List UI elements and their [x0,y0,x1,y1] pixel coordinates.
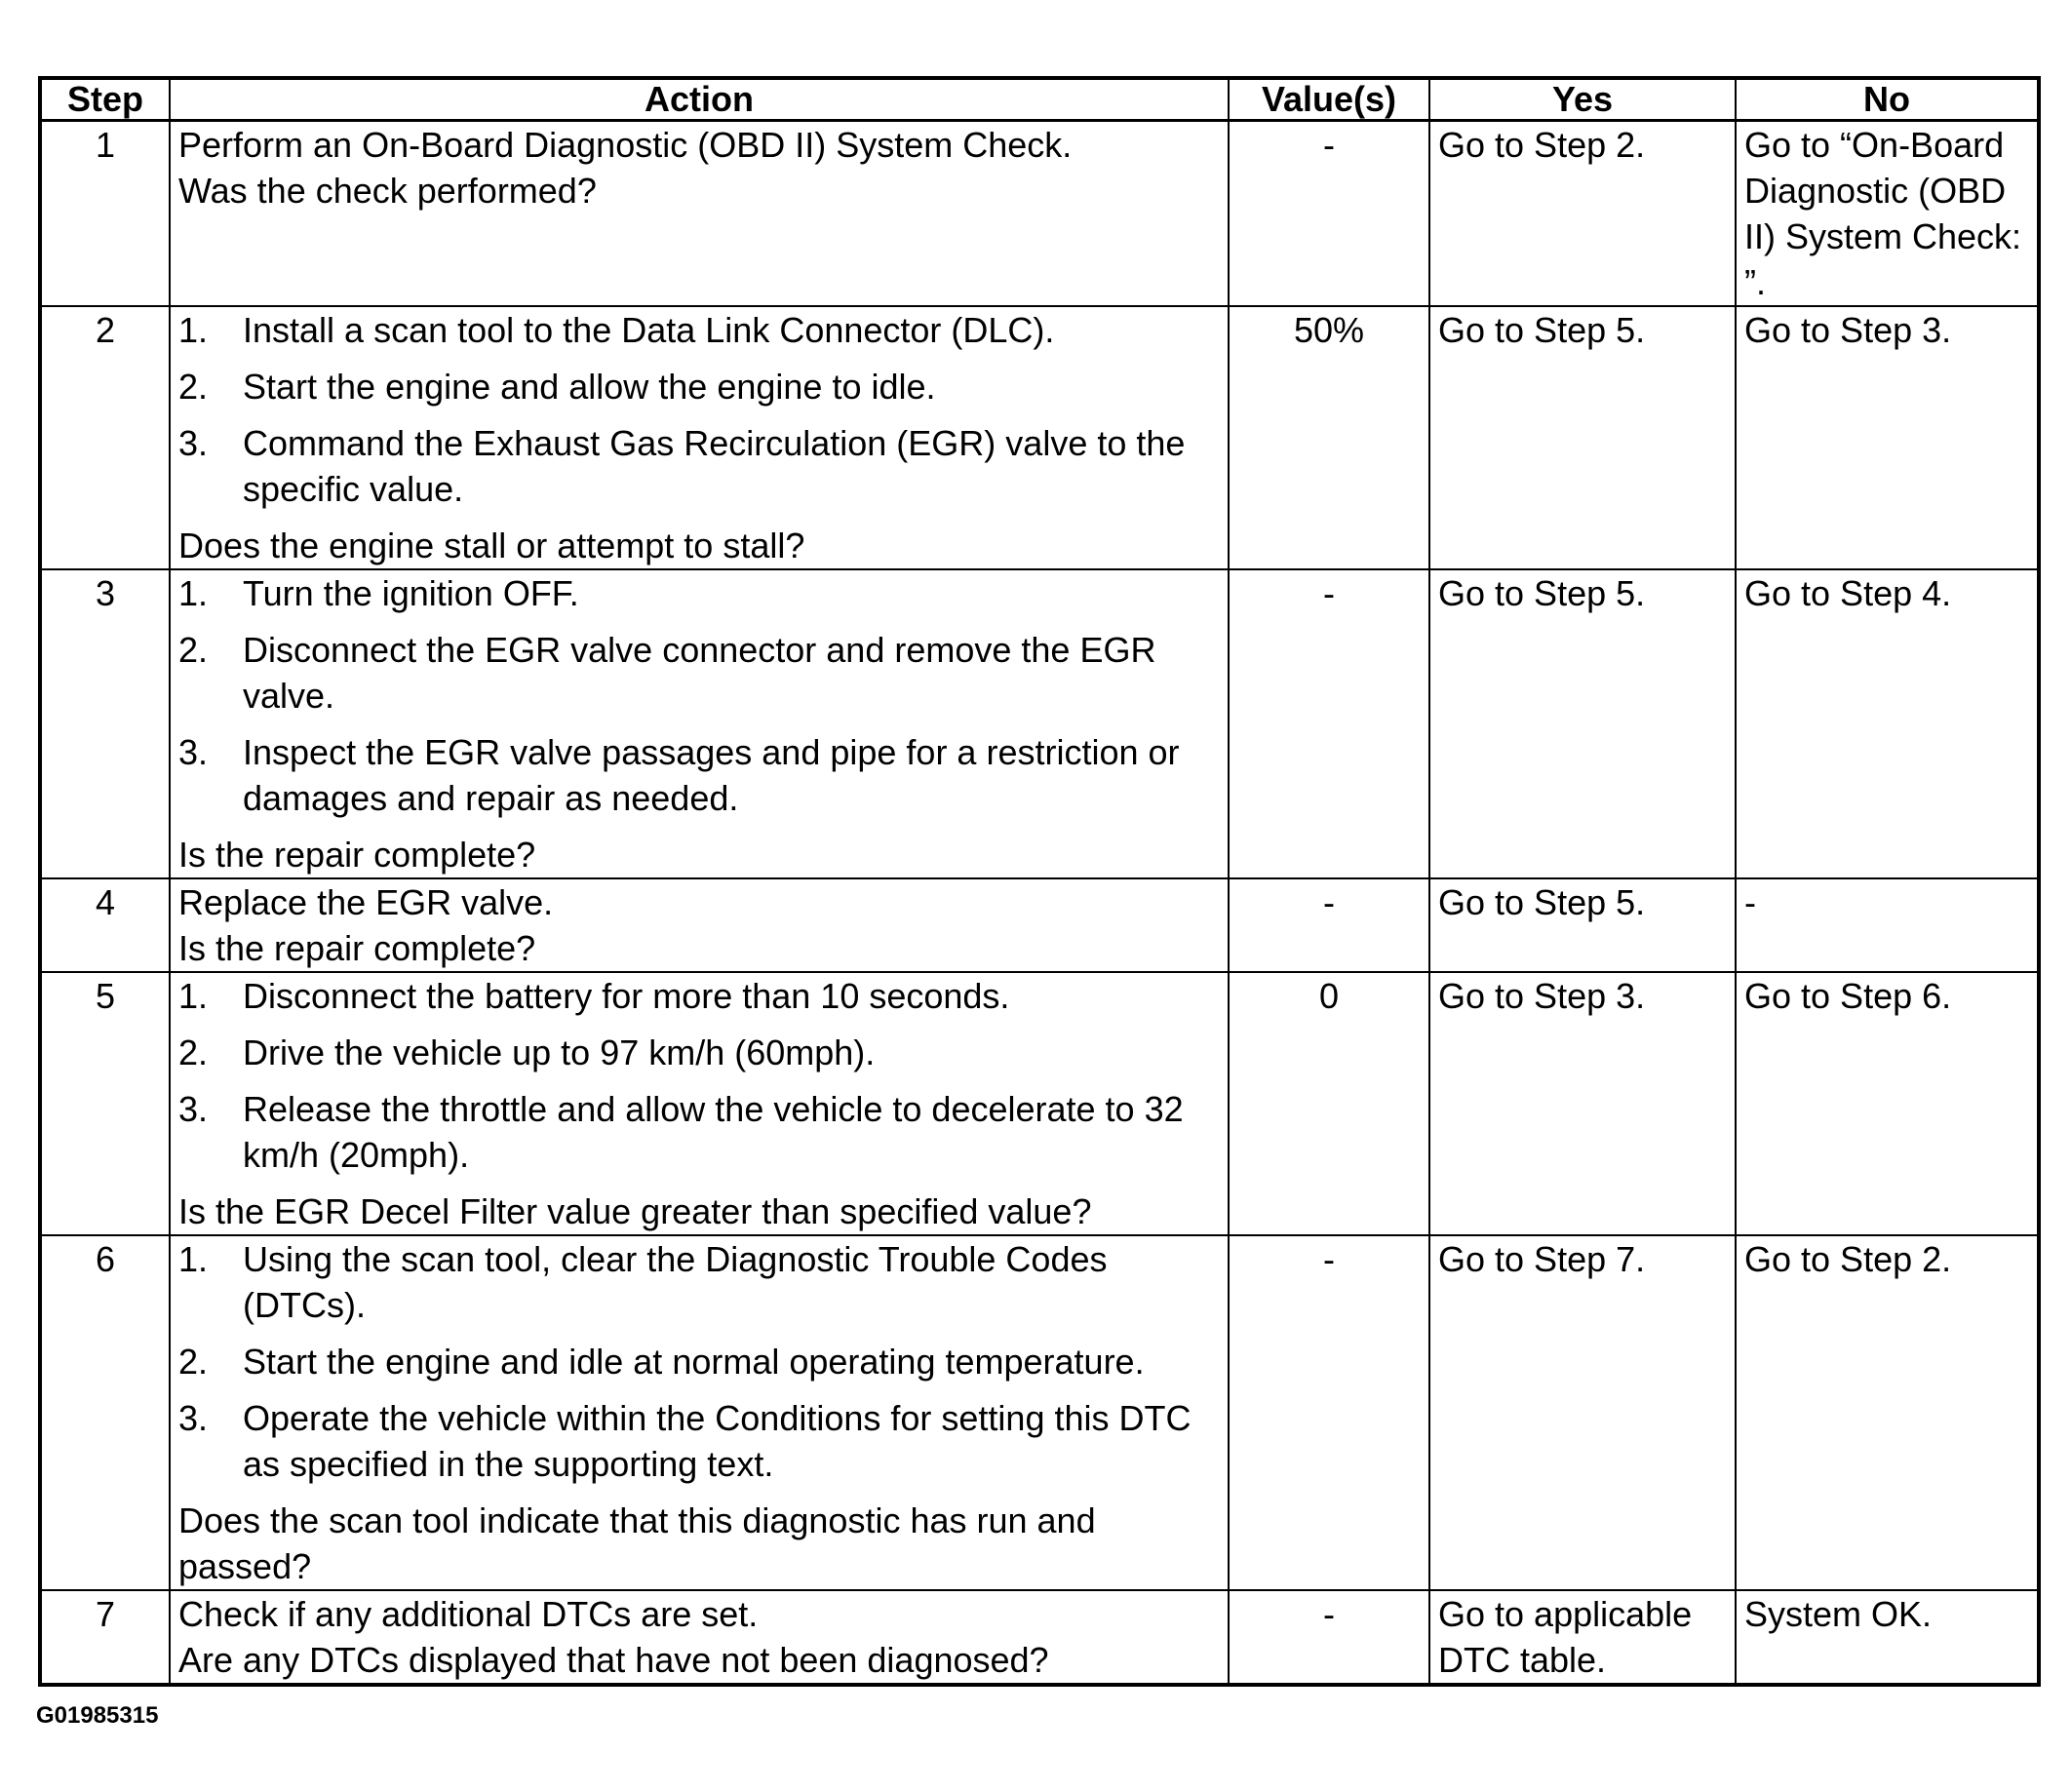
value-cell: - [1229,569,1429,878]
list-text: Disconnect the EGR valve connector and remove the EGR valve. [243,630,1156,716]
diagnostic-table [38,76,2041,1687]
action-list-item [178,364,1220,409]
step-cell: 6 [40,1235,170,1590]
figure-id: G01985315 [36,1702,159,1729]
yes-cell: Go to Step 5. [1429,878,1736,972]
action-list-item [178,420,1220,512]
no-cell: Go to Step 6. [1736,972,2039,1235]
value-cell: - [1229,1235,1429,1590]
list-number: 3. [178,1398,209,1438]
action-cell [170,878,1229,972]
action-line: Check if any additional DTCs are set. [178,1594,759,1634]
list-number: 3. [178,423,209,463]
list-number: 2. [178,630,209,670]
list-text: Install a scan tool to the Data Link Connector (DLC). [243,310,1055,350]
action-line: Does the scan tool indicate that this diagnostic has run and passed? [178,1500,1096,1586]
list-number: 1. [178,1239,209,1279]
yes-cell: Go to applicable DTC table. [1429,1590,1736,1685]
list-text: Turn the ignition OFF. [243,573,579,613]
list-number: 2. [178,367,209,407]
action-line: Replace the EGR valve. [178,882,554,922]
table-row [40,1590,2039,1685]
action-line: Is the repair complete? [178,928,536,968]
action-line: Is the EGR Decel Filter value greater than specified value? [178,1191,1092,1231]
list-number: 3. [178,1089,209,1129]
action-list-item [178,1086,1220,1178]
no-cell: Go to Step 2. [1736,1235,2039,1590]
no-cell: Go to Step 4. [1736,569,2039,878]
action-cell [170,1590,1229,1685]
action-cell [170,121,1229,307]
list-number: 1. [178,573,209,613]
header-action: Action [170,78,1229,121]
step-cell: 7 [40,1590,170,1685]
list-number: 3. [178,732,209,772]
action-list-item [178,570,1220,616]
action-list-item [178,307,1220,353]
header-row [40,78,2039,121]
step-cell: 1 [40,121,170,307]
action-list-item [178,1395,1220,1487]
action-cell [170,306,1229,569]
action-line: Are any DTCs displayed that have not been diagnosed? [178,1640,1049,1680]
action-list-item [178,627,1220,719]
list-number: 2. [178,1032,209,1072]
value-cell: - [1229,1590,1429,1685]
table-row [40,878,2039,972]
list-number: 1. [178,310,209,350]
yes-cell: Go to Step 3. [1429,972,1736,1235]
action-list-item [178,1236,1220,1328]
table-row [40,121,2039,307]
yes-cell: Go to Step 7. [1429,1235,1736,1590]
yes-cell: Go to Step 2. [1429,121,1736,307]
action-list-item [178,729,1220,821]
action-cell [170,972,1229,1235]
table-row [40,972,2039,1235]
list-text: Inspect the EGR valve passages and pipe for a restriction or damages and repair as needed. [243,732,1180,818]
action-cell [170,569,1229,878]
action-list-item [178,973,1220,1019]
action-line: Does the engine stall or attempt to stall? [178,526,805,565]
step-cell: 2 [40,306,170,569]
action-line: Was the check performed? [178,171,597,211]
no-cell: System OK. [1736,1590,2039,1685]
value-cell: - [1229,878,1429,972]
step-cell: 4 [40,878,170,972]
value-cell: - [1229,121,1429,307]
table-row [40,569,2039,878]
value-cell: 0 [1229,972,1429,1235]
no-cell: Go to Step 3. [1736,306,2039,569]
step-cell: 5 [40,972,170,1235]
header-values: Value(s) [1229,78,1429,121]
action-line: Is the repair complete? [178,835,536,875]
list-text: Using the scan tool, clear the Diagnostic Trouble Codes (DTCs). [243,1239,1108,1325]
table-body [40,121,2039,1686]
list-text: Disconnect the battery for more than 10 seconds. [243,976,1010,1016]
action-line: Perform an On-Board Diagnostic (OBD II) System Check. [178,125,1073,165]
table-row [40,1235,2039,1590]
no-cell: - [1736,878,2039,972]
action-list-item [178,1030,1220,1075]
yes-cell: Go to Step 5. [1429,569,1736,878]
list-number: 2. [178,1342,209,1382]
header-yes: Yes [1429,78,1736,121]
step-cell: 3 [40,569,170,878]
list-text: Start the engine and idle at normal operating temperature. [243,1342,1145,1382]
list-text: Operate the vehicle within the Conditions for setting this DTC as specified in the supporting text. [243,1398,1192,1484]
action-cell [170,1235,1229,1590]
list-text: Drive the vehicle up to 97 km/h (60mph). [243,1032,876,1072]
yes-cell: Go to Step 5. [1429,306,1736,569]
list-text: Start the engine and allow the engine to idle. [243,367,936,407]
list-number: 1. [178,976,209,1016]
header-step: Step [40,78,170,121]
list-text: Command the Exhaust Gas Recirculation (EGR) valve to the specific value. [243,423,1186,509]
table-row [40,306,2039,569]
header-no: No [1736,78,2039,121]
list-text: Release the throttle and allow the vehicle to decelerate to 32 km/h (20mph). [243,1089,1184,1175]
action-list-item [178,1339,1220,1384]
no-cell: Go to “On-Board Diagnostic (OBD II) System Check: ”. [1736,121,2039,307]
value-cell: 50% [1229,306,1429,569]
